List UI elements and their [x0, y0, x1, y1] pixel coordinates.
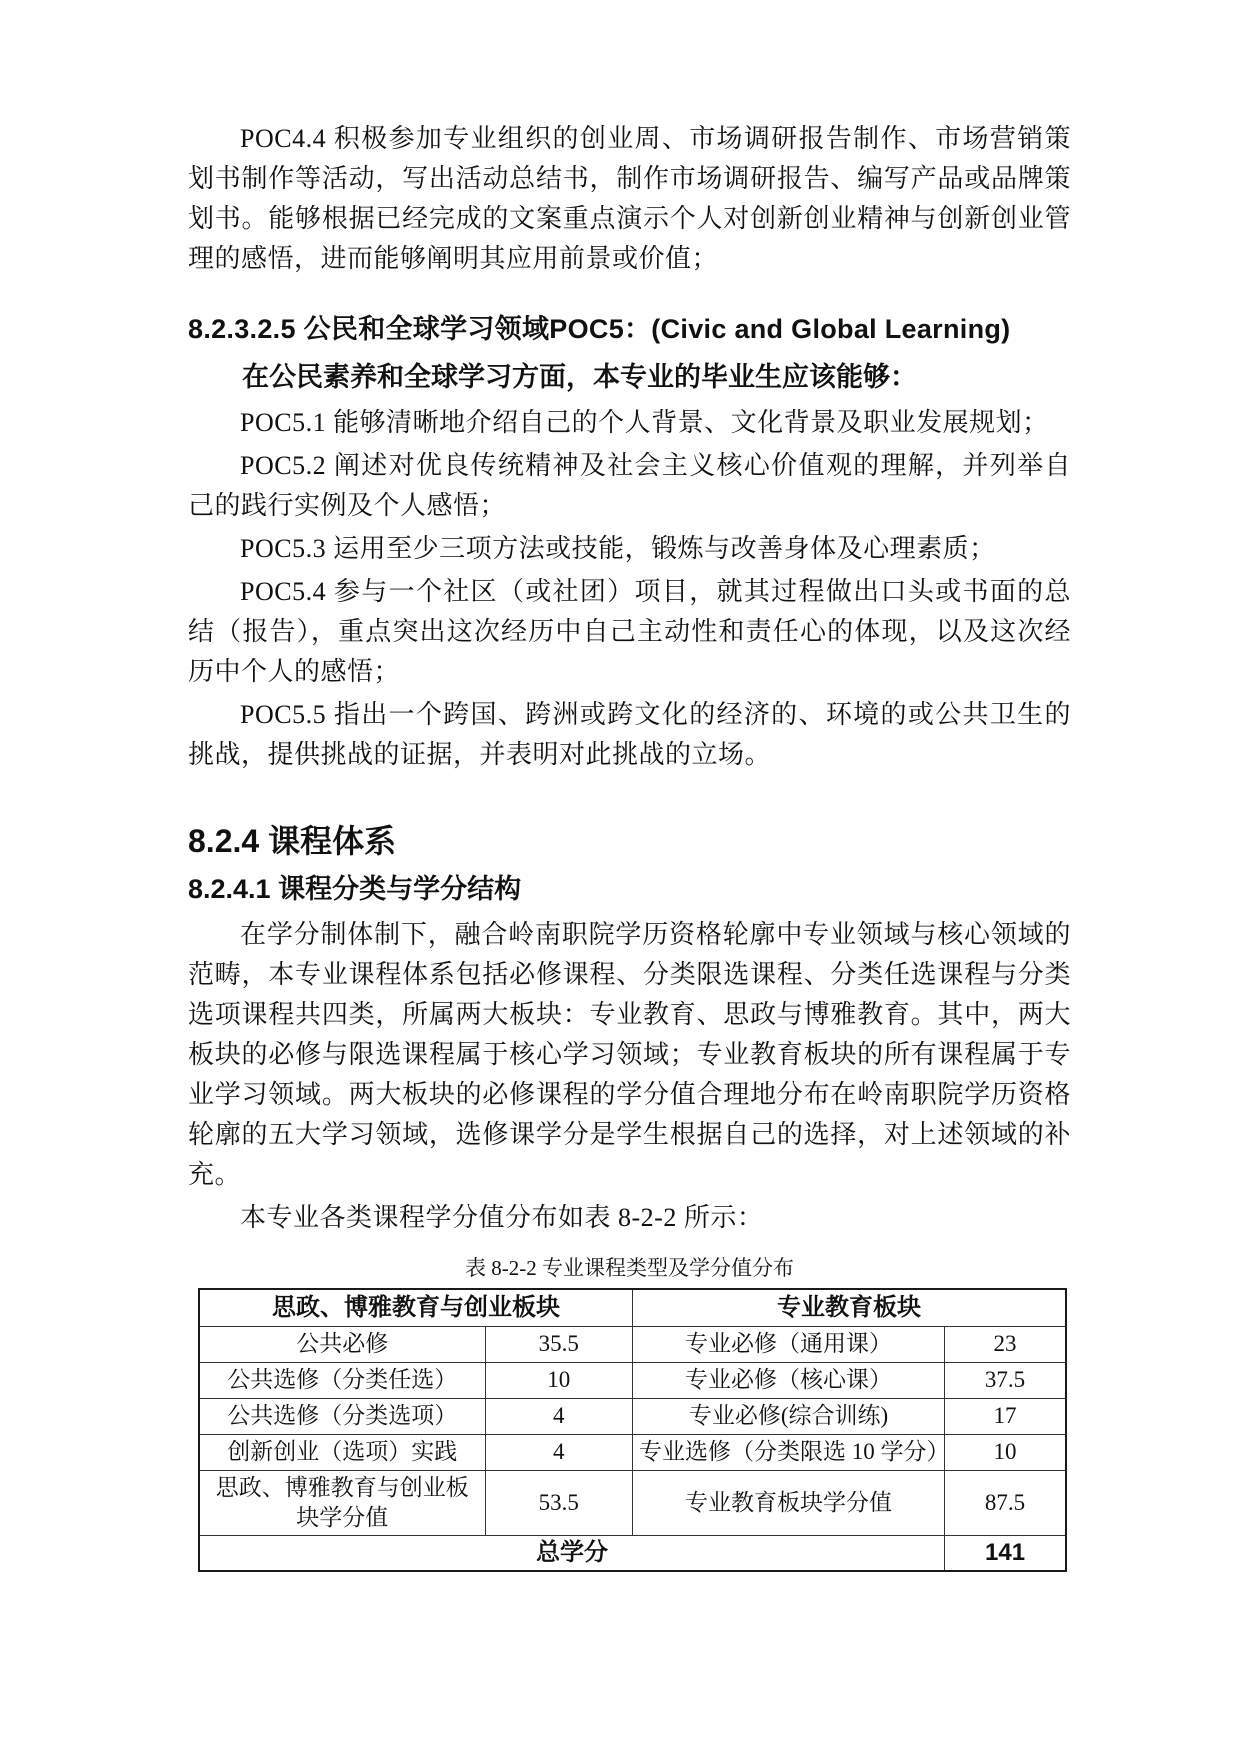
table-cell-category: 创新创业（选项）实践	[199, 1434, 485, 1470]
table-header-left-block: 思政、博雅教育与创业板块	[199, 1289, 632, 1326]
table-cell-credits: 10	[945, 1434, 1066, 1470]
paragraph-poc5-3: POC5.3 运用至少三项方法或技能，锻炼与改善身体及心理素质；	[240, 534, 996, 563]
table-cell-category: 专业选修（分类限选 10 学分）	[632, 1434, 944, 1470]
heading-8-2-4-1: 8.2.4.1 课程分类与学分结构	[188, 874, 522, 904]
paragraph-table-ref: 本专业各类课程学分值分布如表 8-2-2 所示：	[240, 1203, 764, 1232]
table-cell-credits: 37.5	[945, 1362, 1066, 1398]
table-cell-category: 专业必修(综合训练)	[632, 1398, 944, 1434]
table-cell-category: 公共选修（分类选项）	[199, 1398, 485, 1434]
table-cell-credits: 10	[485, 1362, 632, 1398]
table-cell-category: 专业必修（核心课）	[632, 1362, 944, 1398]
table-cell-category: 思政、博雅教育与创业板块学分值	[199, 1470, 485, 1535]
heading-poc5-section: 8.2.3.2.5 公民和全球学习领域POC5：(Civic and Global Learning)	[188, 314, 1011, 344]
table-cell-category: 公共必修	[199, 1326, 485, 1362]
table-cell-credits: 87.5	[945, 1470, 1066, 1535]
paragraph-poc5-1: POC5.1 能够清晰地介绍自己的个人背景、文化背景及职业发展规划；	[240, 408, 1049, 437]
table-row	[199, 1326, 1066, 1362]
paragraph-poc5-2: POC5.2 阐述对优良传统精神及社会主义核心价值观的理解，并列举自己的践行实例及个人感悟；	[188, 451, 1071, 520]
table-header-row	[199, 1289, 1066, 1326]
table-header-right-block: 专业教育板块	[632, 1289, 1066, 1326]
table-row	[199, 1434, 1066, 1470]
table-row	[199, 1398, 1066, 1434]
table-cell-credits: 23	[945, 1326, 1066, 1362]
table-cell-credits: 17	[945, 1398, 1066, 1434]
credit-distribution-table	[198, 1288, 1067, 1572]
table-cell-credits: 4	[485, 1434, 632, 1470]
table-total-row	[199, 1535, 1066, 1571]
table-total-label: 总学分	[199, 1535, 945, 1571]
table-cell-credits: 35.5	[485, 1326, 632, 1362]
paragraph-poc5-5: POC5.5 指出一个跨国、跨洲或跨文化的经济的、环境的或公共卫生的挑战，提供挑战的证据，并表明对此挑战的立场。	[188, 700, 1071, 769]
table-cell-category: 公共选修（分类任选）	[199, 1362, 485, 1398]
table-cell-category: 专业教育板块学分值	[632, 1470, 944, 1535]
table-cell-category: 专业必修（通用课）	[632, 1326, 944, 1362]
paragraph-credit-system: 在学分制体制下，融合岭南职院学历资格轮廓中专业领域与核心领域的范畴，本专业课程体系包括必修课程、分类限选课程、分类任选课程与分类选项课程共四类，所属两大板块：专业教育、思政与博雅教育。其中，两大板块的必修与限选课程属于核心学习领域；专业教育板块的所有课程属于专业学习领域。两大板块的必修课程的学分值合理地分布在岭南职院学历资格轮廓的五大学习领域，选修课学分是学生根据自己的选择，对上述领域的补充。	[188, 920, 1071, 1189]
table-cell-credits: 4	[485, 1398, 632, 1434]
heading-8-2-4: 8.2.4 课程体系	[188, 823, 397, 859]
table-row	[199, 1470, 1066, 1535]
paragraph-poc4-4: POC4.4 积极参加专业组织的创业周、市场调研报告制作、市场营销策划书制作等活动，写出活动总结书，制作市场调研报告、编写产品或品牌策划书。能够根据已经完成的文案重点演示个人对创新创业精神与创新创业管理的感悟，进而能够阐明其应用前景或价值；	[188, 124, 1071, 273]
table-caption: 表 8-2-2 专业课程类型及学分值分布	[465, 1256, 794, 1280]
table-cell-credits: 53.5	[485, 1470, 632, 1535]
table-row	[199, 1362, 1066, 1398]
paragraph-poc5-4: POC5.4 参与一个社区（或社团）项目，就其过程做出口头或书面的总结（报告），重点突出这次经历中自己主动性和责任心的体现，以及这次经历中个人的感悟；	[188, 577, 1071, 686]
poc5-intro-line: 在公民素养和全球学习方面，本专业的毕业生应该能够：	[242, 362, 917, 392]
table-total-value: 141	[945, 1535, 1066, 1571]
